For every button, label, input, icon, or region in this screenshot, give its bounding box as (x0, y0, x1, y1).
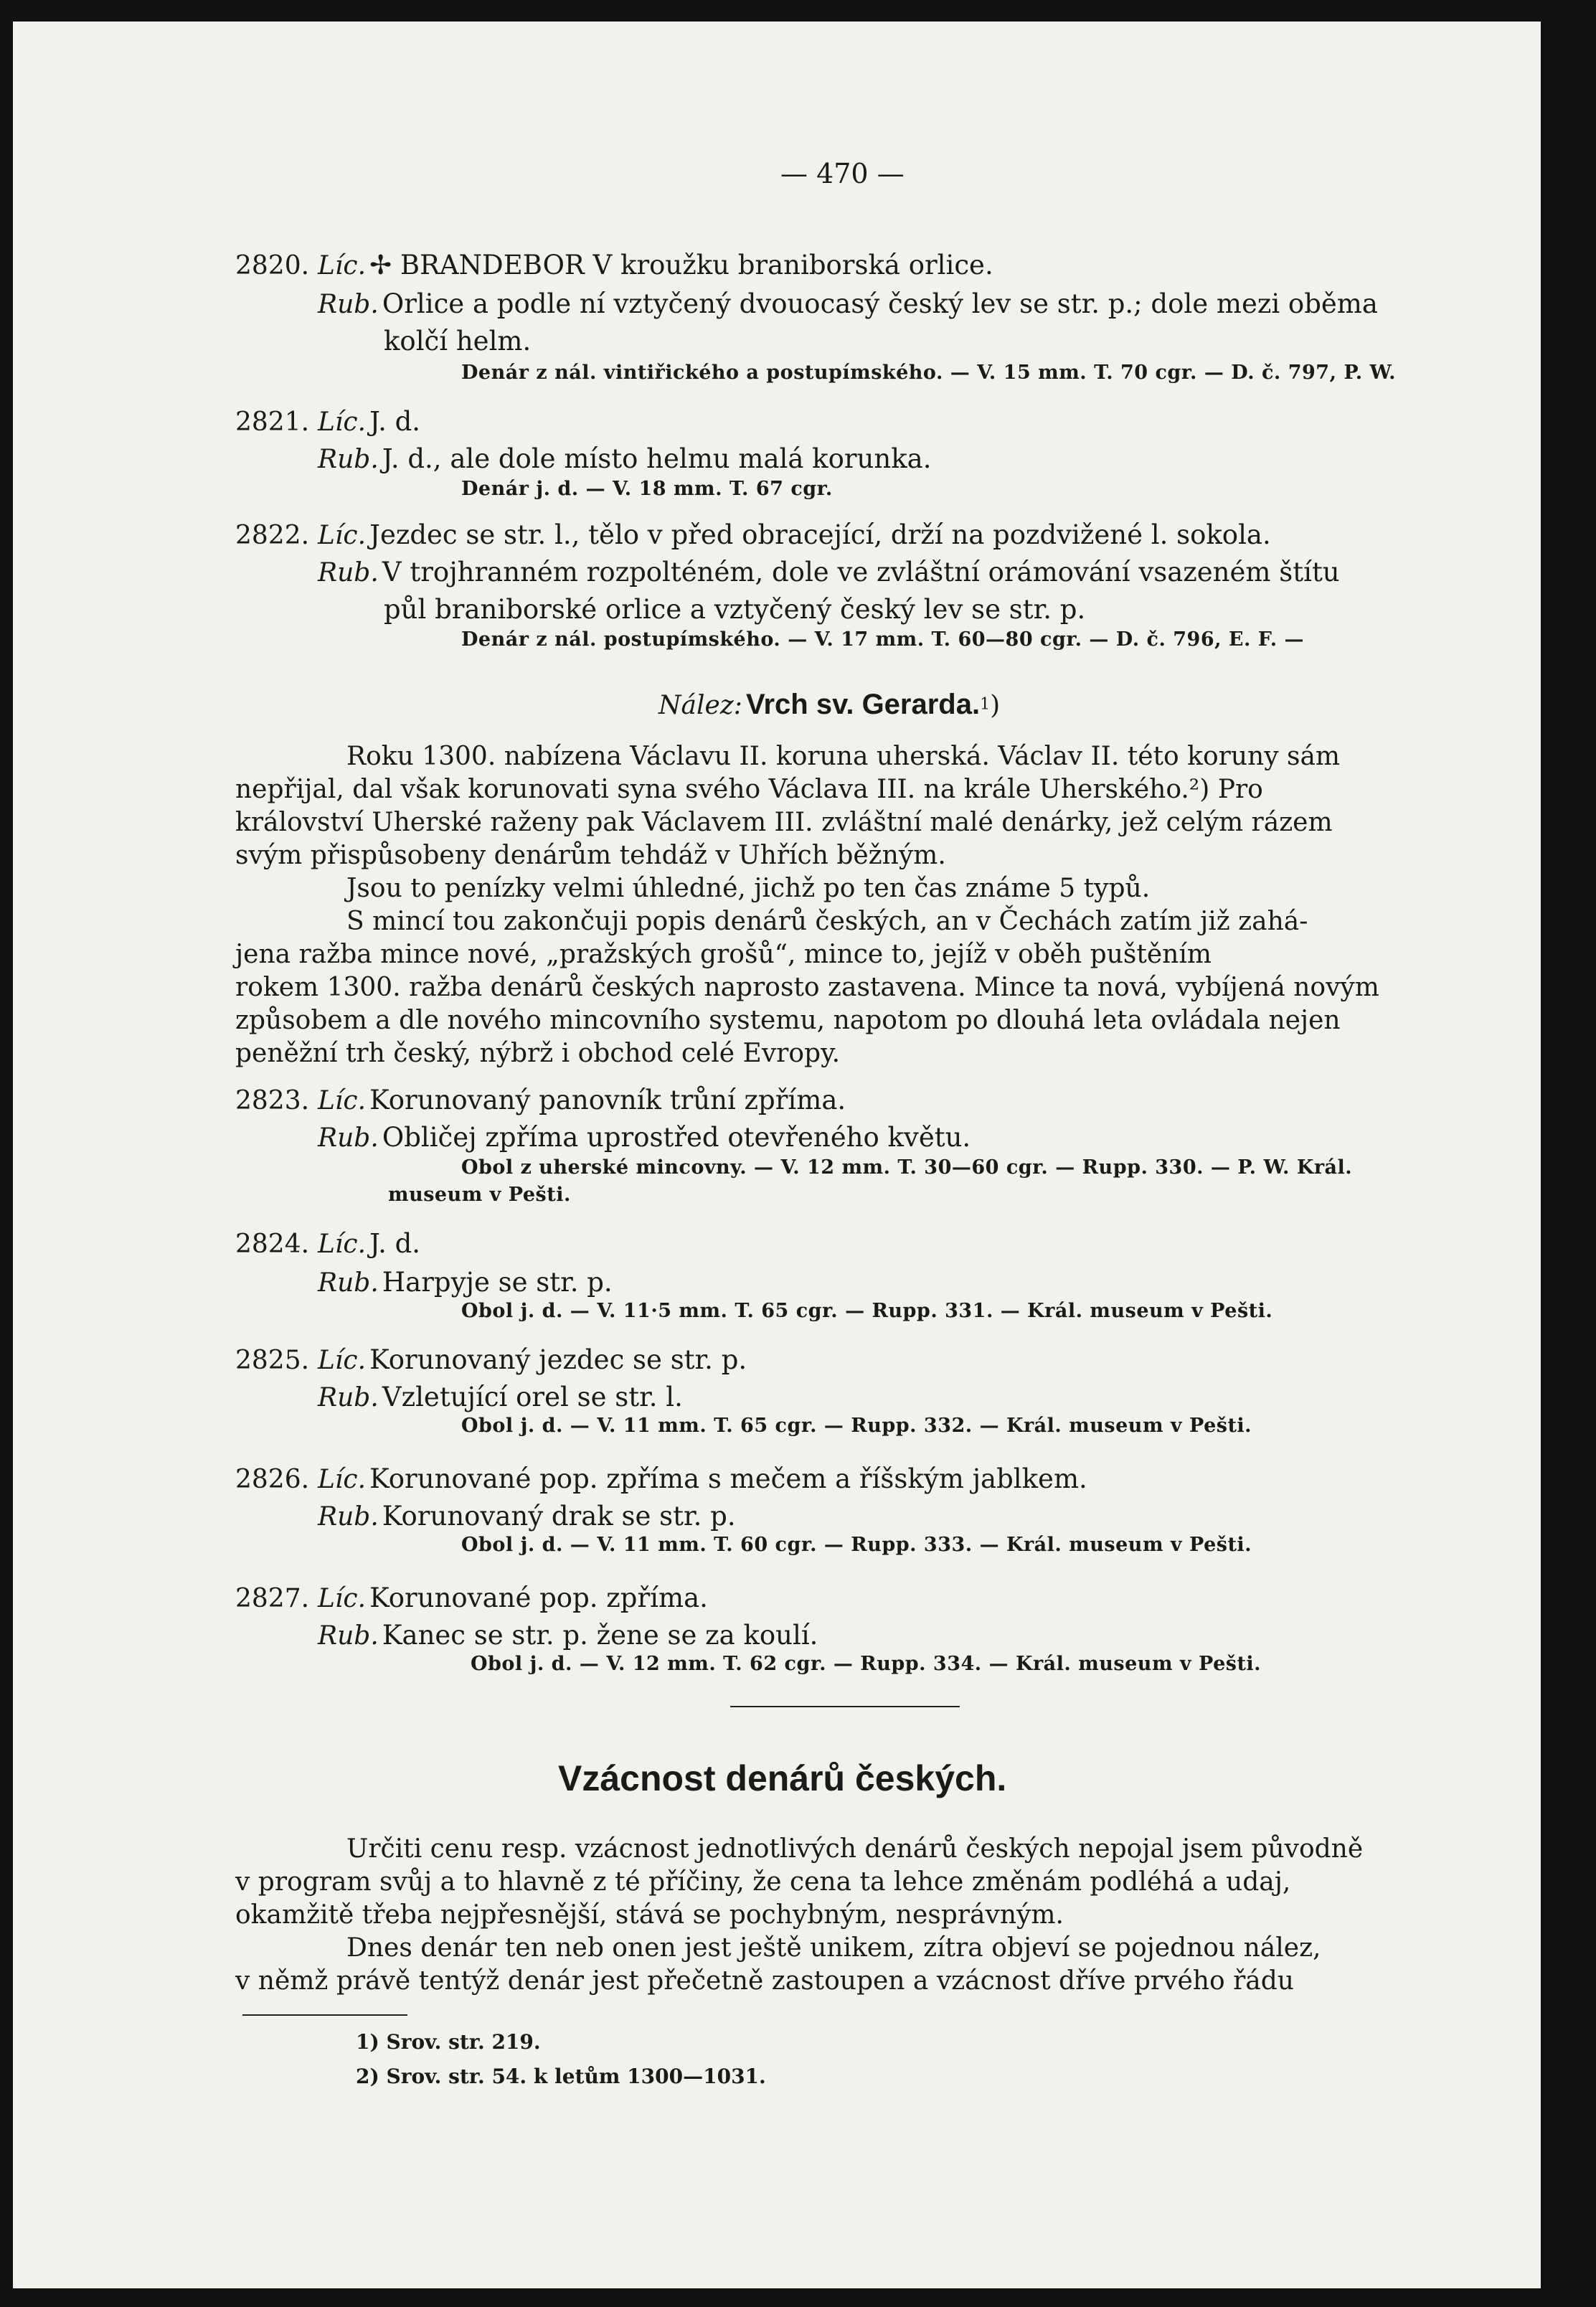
reverse-text: V trojhranném rozpolténém, dole ve zvláštní orámování vsazeném štítu (382, 557, 1340, 588)
entry-note: Denár z nál. vintiřického a postupímského. — V. 15 mm. T. 70 cgr. — D. č. 797, P. W. (461, 362, 1397, 384)
section-line: okamžitě třeba nejpřesnější, stává se pochybným, nesprávným. (235, 1900, 1064, 1930)
find-title: Vrch sv. Gerarda. (745, 689, 981, 720)
entry-note-cont: museum v Pešti. (388, 1184, 571, 1206)
entry-number: 2820. (235, 251, 310, 280)
entry-obverse (318, 1463, 1087, 1494)
obverse-text: Korunované pop. zpříma s mečem a říšským jablkem. (369, 1463, 1087, 1494)
reverse-text-cont: kolčí helm. (384, 326, 532, 357)
entry-number: 2823. (235, 1086, 310, 1115)
find-heading (658, 689, 1000, 721)
intro-line: nepřijal, dal však korunovati syna svého Václava III. na krále Uherského.²) Pro (235, 775, 1263, 804)
intro-line: jena ražba mince nové, „pražských grošů“, mince to, jejíž v oběh puštěním (235, 940, 1212, 969)
entry-number: 2826. (235, 1465, 310, 1494)
entry-obverse (318, 250, 993, 280)
footnote: 1) Srov. str. 219. (356, 2030, 541, 2054)
entry-obverse (318, 1344, 747, 1375)
page-number: — 470 — (780, 158, 905, 189)
reverse-label: Rub. (318, 558, 379, 588)
reverse-text: Orlice a podle ní vztyčený dvouocasý český lev se str. p.; dole mezi oběma (382, 288, 1378, 319)
section-line: Určiti cenu resp. vzácnost jednotlivých denárů českých nepojal jsem původně (346, 1834, 1364, 1864)
section-line: v program svůj a to hlavně z té příčiny, že cena ta lehce změnám podléhá a udaj, (235, 1867, 1291, 1897)
entry-note: Obol j. d. — V. 12 mm. T. 62 cgr. — Rupp. 334. — Král. museum v Pešti. (471, 1653, 1262, 1675)
reverse-label: Rub. (318, 290, 379, 319)
section-paragraph (235, 1833, 1469, 1998)
reverse-text: J. d., ale dole místo helmu malá korunka. (382, 443, 932, 474)
intro-line: peněžní trh český, nýbrž i obchod celé Evropy. (235, 1039, 841, 1068)
entry-obverse (318, 519, 1271, 550)
section-line: v němž právě tentýž denár jest přečetně zastoupen a vzácnost dříve prvého řádu (235, 1966, 1294, 1996)
intro-line: rokem 1300. ražba denárů českých naprosto zastavena. Mince ta nová, vybíjená novým (235, 973, 1379, 1002)
obverse-label: Líc. (318, 1465, 367, 1494)
entry-obverse (318, 1085, 846, 1115)
obverse-text: Korunované pop. zpříma. (369, 1582, 708, 1613)
obverse-text: J. d. (369, 406, 421, 437)
intro-paragraph (235, 740, 1469, 1070)
reverse-text-cont: půl braniborské orlice a vztyčený český lev se str. p. (384, 594, 1086, 625)
entry-obverse (318, 406, 420, 437)
obverse-label: Líc. (318, 407, 367, 437)
entry-number: 2825. (235, 1346, 310, 1375)
obverse-label: Líc. (318, 1230, 367, 1259)
entry-note: Denár j. d. — V. 18 mm. T. 67 cgr. (461, 478, 833, 500)
footnote: 2) Srov. str. 54. k letům 1300—1031. (356, 2065, 766, 2088)
entry-reverse (318, 443, 931, 474)
intro-line: svým přispůsobeny denárům tehdáž v Uhřích běžným. (235, 841, 946, 870)
footnote-mark: 1 (980, 695, 991, 714)
obverse-label: Líc. (318, 251, 367, 280)
section-title: Vzácnost denárů českých. (558, 1758, 1007, 1798)
page-edge-shadow (1541, 22, 1557, 2288)
entry-reverse (318, 1620, 818, 1651)
document-page (13, 22, 1557, 2288)
obverse-text: Korunovaný jezdec se str. p. (369, 1344, 747, 1375)
obverse-text: Jezdec se str. l., tělo v před obracející, drží na pozdvižené l. sokola. (369, 519, 1271, 550)
reverse-label: Rub. (318, 445, 379, 474)
reverse-text: Kanec se str. p. žene se za koulí. (382, 1620, 818, 1651)
obverse-label: Líc. (318, 1346, 367, 1375)
reverse-label: Rub. (318, 1621, 379, 1651)
obverse-label: Líc. (318, 521, 367, 550)
entry-note: Denár z nál. postupímského. — V. 17 mm. T. 60—80 cgr. — D. č. 796, E. F. — (461, 628, 1305, 651)
intro-line: způsobem a dle nového mincovního systemu, napotom po dlouhá leta ovládala nejen (235, 1006, 1341, 1035)
entry-number: 2822. (235, 521, 310, 550)
entry-obverse (318, 1228, 420, 1259)
intro-line: Jsou to penízky velmi úhledné, jichž po ten čas známe 5 typů. (346, 874, 1151, 903)
obverse-label: Líc. (318, 1584, 367, 1613)
entry-reverse (318, 1267, 613, 1298)
entry-reverse (318, 1501, 736, 1532)
reverse-text: Harpyje se str. p. (382, 1267, 613, 1298)
reverse-label: Rub. (318, 1123, 379, 1153)
intro-line: S mincí tou zakončuji popis denárů českých, an v Čechách zatím již zahá- (346, 907, 1308, 936)
reverse-text: Vzletující orel se str. l. (382, 1382, 683, 1412)
entry-reverse (318, 1122, 971, 1153)
entry-note: Obol j. d. — V. 11 mm. T. 65 cgr. — Rupp. 332. — Král. museum v Pešti. (461, 1415, 1252, 1437)
entry-reverse (318, 557, 1340, 588)
reverse-label: Rub. (318, 1268, 379, 1298)
find-label: Nález: (658, 691, 742, 720)
intro-line: Roku 1300. nabízena Václavu II. koruna uherská. Václav II. této koruny sám (346, 742, 1341, 771)
obverse-label: Líc. (318, 1086, 367, 1115)
reverse-label: Rub. (318, 1383, 379, 1412)
entry-reverse (318, 1382, 683, 1412)
reverse-label: Rub. (318, 1502, 379, 1532)
section-line: Dnes denár ten neb onen jest ještě unikem, zítra objeví se pojednou nález, (346, 1933, 1321, 1963)
entry-reverse (318, 288, 1378, 319)
find-closing: ) (990, 691, 1001, 720)
entry-obverse (318, 1582, 708, 1613)
intro-line: království Uherské raženy pak Václavem III. zvláštní malé denárky, jež celým rázem (235, 808, 1333, 837)
entry-number: 2827. (235, 1584, 310, 1613)
obverse-text: J. d. (369, 1228, 421, 1259)
entry-number: 2824. (235, 1230, 310, 1259)
entry-note: Obol j. d. — V. 11·5 mm. T. 65 cgr. — Rupp. 331. — Král. museum v Pešti. (461, 1300, 1273, 1322)
entry-number: 2821. (235, 407, 310, 437)
section-divider (730, 1706, 960, 1707)
reverse-text: Korunovaný drak se str. p. (382, 1501, 736, 1532)
obverse-text: ✢ BRANDEBOR V kroužku braniborská orlice. (369, 250, 993, 280)
obverse-text: Korunovaný panovník trůní zpříma. (369, 1085, 846, 1115)
entry-note: Obol z uherské mincovny. — V. 12 mm. T. 30—60 cgr. — Rupp. 330. — P. W. Král. (461, 1156, 1353, 1179)
reverse-text: Obličej zpříma uprostřed otevřeného květu. (382, 1122, 971, 1153)
entry-note: Obol j. d. — V. 11 mm. T. 60 cgr. — Rupp. 333. — Král. museum v Pešti. (461, 1534, 1252, 1556)
footnote-rule (242, 2014, 407, 2016)
